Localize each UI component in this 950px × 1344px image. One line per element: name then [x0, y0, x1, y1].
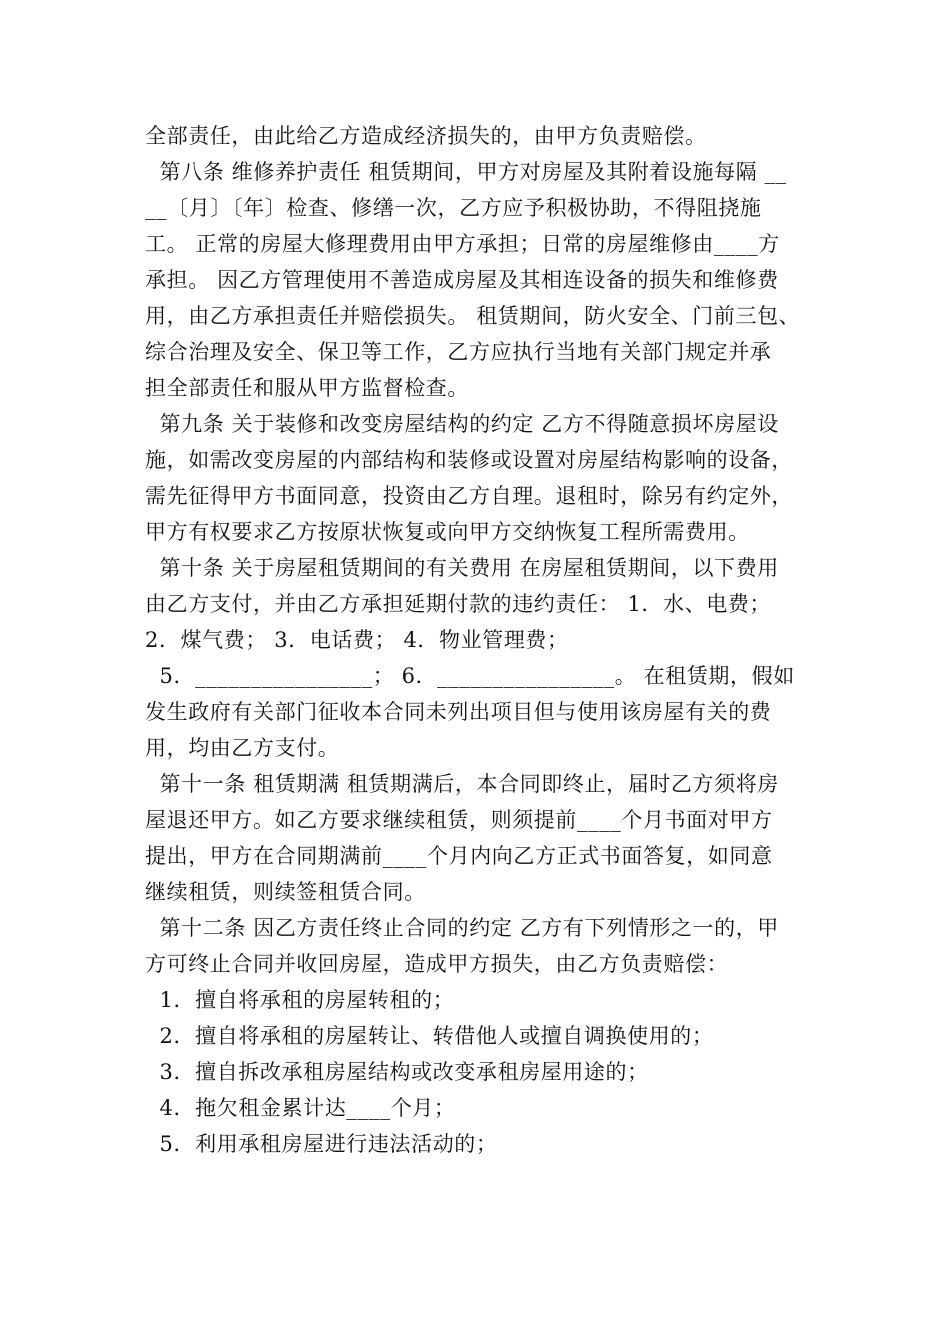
text-line: 方可终止合同并收回房屋，造成甲方损失，由乙方负责赔偿： — [145, 952, 729, 976]
text-line: 5．________________； 6．________________。 在租赁期，假如 — [145, 664, 795, 688]
text-line: 继续租赁，则续签租赁合同。 — [145, 880, 426, 904]
text-line: 第十一条 租赁期满 租赁期满后，本合同即终止，届时乙方须将房 — [145, 772, 779, 796]
text-line: 用，均由乙方支付。 — [145, 736, 340, 760]
text-line: 综合治理及安全、保卫等工作，乙方应执行当地有关部门规定并承 — [145, 340, 772, 364]
text-line: 承担。 因乙方管理使用不善造成房屋及其相连设备的损失和维修费 — [145, 268, 779, 292]
list-item: 2．擅自将承租的房屋转让、转借他人或擅自调换使用的； — [145, 1024, 714, 1048]
text-line: 用，由乙方承担责任并赔偿损失。 租赁期间，防火安全、门前三包、 — [145, 304, 801, 328]
list-item: 5．利用承租房屋进行违法活动的； — [145, 1132, 498, 1156]
text-line: 需先征得甲方书面同意，投资由乙方自理。退租时，除另有约定外， — [145, 484, 793, 508]
text-line: 全部责任，由此给乙方造成经济损失的，由甲方负责赔偿。 — [145, 124, 707, 148]
text-line: 第十二条 因乙方责任终止合同的约定 乙方有下列情形之一的，甲 — [145, 916, 779, 940]
text-line: 第十条 关于房屋租赁期间的有关费用 在房屋租赁期间，以下费用 — [145, 556, 779, 580]
text-line: 第八条 维修养护责任 租赁期间，甲方对房屋及其附着设施每隔 __ — [145, 160, 787, 184]
list-item: 1．擅自将承租的房屋转租的； — [145, 988, 455, 1012]
text-line: 工。 正常的房屋大修理费用由甲方承担；日常的房屋维修由____方 — [145, 232, 780, 256]
text-line: 2．煤气费； 3．电话费； 4．物业管理费； — [145, 628, 569, 652]
text-line: 甲方有权要求乙方按原状恢复或向甲方交纳恢复工程所需费用。 — [145, 520, 750, 544]
list-item: 4．拖欠租金累计达____个月； — [145, 1096, 456, 1120]
text-line: __〔月〕〔年〕检查、修缮一次，乙方应予积极协助，不得阻挠施 — [145, 196, 762, 220]
text-line: 担全部责任和服从甲方监督检查。 — [145, 376, 469, 400]
text-line: 提出，甲方在合同期满前____个月内向乙方正式书面答复，如同意 — [145, 844, 773, 868]
text-line: 施，如需改变房屋的内部结构和装修或设置对房屋结构影响的设备， — [145, 448, 793, 472]
text-line: 发生政府有关部门征收本合同未列出项目但与使用该房屋有关的费 — [145, 700, 772, 724]
text-line: 由乙方支付，并由乙方承担延期付款的违约责任： 1．水、电费； — [145, 592, 772, 616]
list-item: 3．擅自拆改承租房屋结构或改变承租房屋用途的； — [145, 1060, 649, 1084]
text-line: 屋退还甲方。如乙方要求继续租赁，则须提前____个月书面对甲方 — [145, 808, 773, 832]
text-line: 第九条 关于装修和改变房屋结构的约定 乙方不得随意损坏房屋设 — [145, 412, 779, 436]
